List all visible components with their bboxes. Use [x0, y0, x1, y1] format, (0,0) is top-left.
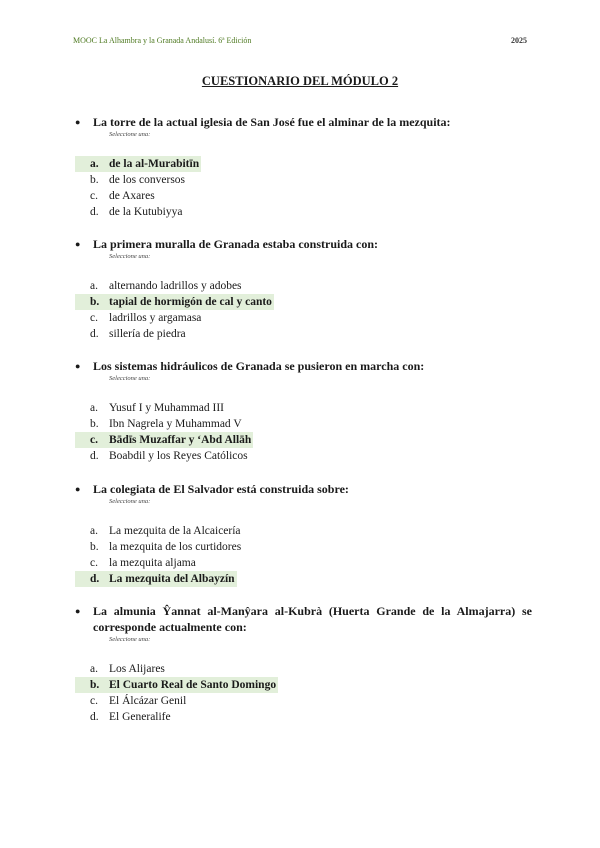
question-5	[75, 603, 532, 725]
option-a[interactable]	[75, 400, 532, 416]
options-list	[75, 278, 532, 342]
option-c[interactable]	[75, 310, 532, 326]
question-text: La colegiata de El Salvador está construida sobre:	[93, 482, 349, 496]
bullet-icon: ●	[75, 239, 81, 249]
option-c[interactable]	[75, 188, 532, 204]
option-text: la mezquita de los curtidores	[109, 541, 242, 553]
option-letter: c.	[90, 695, 98, 707]
option-text: de los conversos	[109, 174, 186, 186]
option-text: Boabdil y los Reyes Católicos	[109, 450, 248, 462]
option-letter: d.	[90, 450, 99, 462]
option-a[interactable]	[75, 156, 532, 172]
option-letter: d.	[90, 711, 99, 723]
option-text: la mezquita aljama	[109, 557, 196, 569]
option-letter: d.	[90, 206, 99, 218]
option-b[interactable]	[75, 539, 532, 555]
option-a[interactable]	[75, 523, 532, 539]
option-text: El Álcázar Genil	[109, 695, 187, 707]
option-letter: a.	[90, 525, 98, 537]
option-letter: a.	[90, 280, 98, 292]
option-d[interactable]	[75, 448, 532, 464]
option-text: de la Kutubiyya	[109, 206, 183, 218]
question-text: La almunia Ŷannat al-Manŷara al-Kubrà (Huerta Grande de la Almajarra) se corresponde actualmente con:	[93, 604, 532, 634]
option-letter: b.	[75, 677, 109, 693]
option-text: El Generalife	[109, 711, 171, 723]
bullet-icon: ●	[75, 361, 81, 371]
option-letter: d.	[75, 571, 109, 587]
option-text: tapial de hormigón de cal y canto	[109, 296, 272, 308]
options-list	[75, 156, 532, 220]
option-d[interactable]	[75, 326, 532, 342]
option-letter: c.	[90, 557, 98, 569]
option-letter: a.	[90, 663, 98, 675]
option-text: La mezquita de la Alcaicería	[109, 525, 241, 537]
option-letter: a.	[90, 402, 98, 414]
option-text: alternando ladrillos y adobes	[109, 280, 242, 292]
option-c[interactable]	[75, 555, 532, 571]
option-b[interactable]	[75, 416, 532, 432]
option-d[interactable]	[75, 709, 532, 725]
option-letter: c.	[75, 432, 109, 448]
option-text: Bādīs Muzaffar y ‘Abd Allāh	[109, 434, 252, 446]
bullet-icon: ●	[75, 117, 81, 127]
header-course-title: MOOC La Alhambra y la Granada Andalusí. 6ª Edición	[73, 36, 252, 45]
option-d[interactable]	[75, 204, 532, 220]
option-text: Ibn Nagrela y Muhammad V	[109, 418, 242, 430]
option-letter: a.	[75, 156, 109, 172]
option-b[interactable]	[75, 294, 532, 310]
option-text: ladrillos y argamasa	[109, 312, 202, 324]
header-year: 2025	[511, 36, 527, 45]
option-text: de la al-Murabitīn	[109, 158, 200, 170]
option-letter: d.	[90, 328, 99, 340]
question-text: Los sistemas hidráulicos de Granada se pusieron en marcha con:	[93, 359, 425, 373]
options-list	[75, 400, 532, 464]
option-text: sillería de piedra	[109, 328, 186, 340]
select-prompt: Seleccione una:	[109, 253, 151, 260]
question-4	[75, 481, 532, 587]
select-prompt: Seleccione una:	[109, 131, 151, 138]
question-text: La torre de la actual iglesia de San José fue el alminar de la mezquita:	[93, 115, 451, 129]
option-letter: b.	[75, 294, 109, 310]
options-list	[75, 661, 532, 725]
page-title: CUESTIONARIO DEL MÓDULO 2	[201, 74, 399, 88]
question-3	[75, 358, 532, 464]
option-text: de Axares	[109, 190, 155, 202]
option-a[interactable]	[75, 661, 532, 677]
option-a[interactable]	[75, 278, 532, 294]
option-c[interactable]	[75, 432, 532, 448]
option-letter: b.	[90, 174, 99, 186]
bullet-icon: ●	[75, 484, 81, 494]
select-prompt: Seleccione una:	[109, 375, 151, 382]
select-prompt: Seleccione una:	[109, 636, 151, 643]
option-letter: b.	[90, 541, 99, 553]
bullet-icon: ●	[75, 606, 81, 616]
question-2	[75, 236, 532, 342]
option-b[interactable]	[75, 172, 532, 188]
select-prompt: Seleccione una:	[109, 498, 151, 505]
options-list	[75, 523, 532, 587]
option-b[interactable]	[75, 677, 532, 693]
question-text: La primera muralla de Granada estaba construida con:	[93, 237, 378, 251]
option-text: La mezquita del Albayzín	[109, 573, 235, 585]
option-letter: c.	[90, 312, 98, 324]
option-text: El Cuarto Real de Santo Domingo	[109, 679, 277, 691]
option-c[interactable]	[75, 693, 532, 709]
option-text: Yusuf I y Muhammad III	[109, 402, 224, 414]
option-text: Los Alijares	[109, 663, 165, 675]
option-letter: c.	[90, 190, 98, 202]
question-1	[75, 114, 532, 220]
option-letter: b.	[90, 418, 99, 430]
option-d[interactable]	[75, 571, 532, 587]
